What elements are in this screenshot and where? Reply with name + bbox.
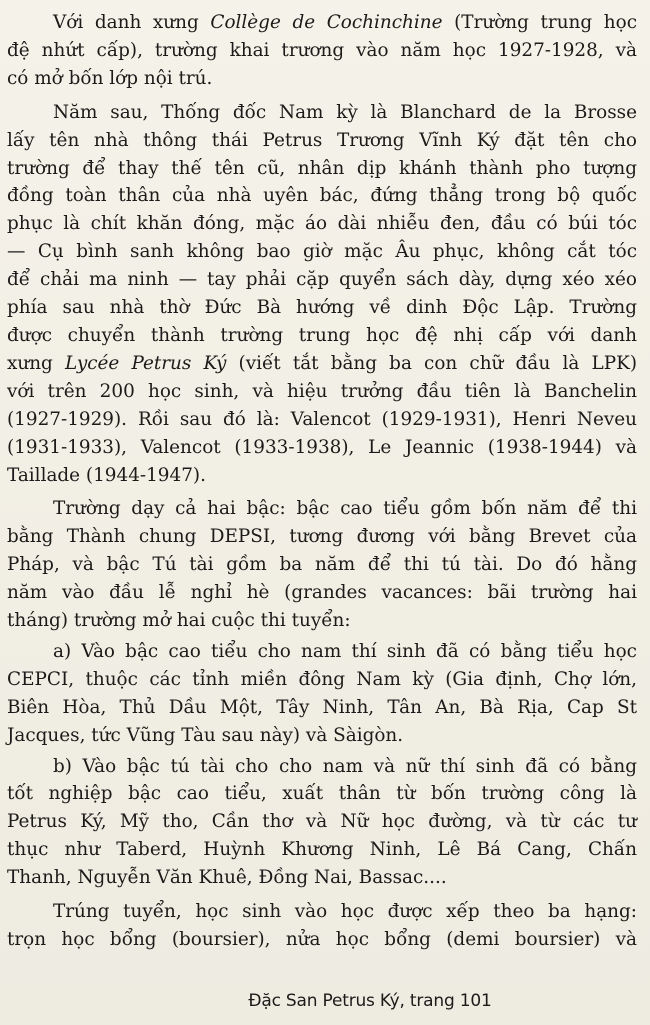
text-line	[7, 836, 637, 864]
text-line	[7, 607, 637, 635]
footer-text: Đặc San Petrus Ký, trang 101	[248, 991, 492, 1011]
text-run: phía sau nhà thờ Đức Bà hướng về dinh Độc Lập. Trường	[7, 297, 637, 319]
text-run: năm vào đầu lễ nghỉ hè (grandes vacances: bãi trường hai	[7, 582, 637, 604]
text-line	[7, 722, 637, 750]
text-run: phục là chít khăn đóng, mặc áo dài nhiễu đen, đầu có búi tóc	[7, 213, 637, 235]
text-run: tháng) trường mở hai cuộc thi tuyển:	[7, 610, 351, 632]
text-run: — Cụ bình sanh không bao giờ mặc Âu phục, không cắt tóc	[7, 241, 637, 263]
text-run: lấy tên nhà thông thái Petrus Trương Vĩnh Ký đặt tên cho	[7, 129, 637, 151]
italic-term: Collège de Cochinchine	[210, 12, 443, 33]
text-line	[7, 780, 637, 808]
text-run: bằng Thành chung DEPSI, tương đương với bằng Brevet của	[7, 526, 637, 548]
text-line	[7, 864, 637, 892]
text-run: b) Vào bậc tú tài cho cho nam và nữ thí sinh đã có bằng	[53, 755, 637, 777]
text-line	[7, 753, 637, 781]
text-run: Jacques, tức Vũng Tàu sau này) và Sàigòn.	[7, 724, 404, 746]
text-line	[7, 579, 637, 607]
text-run: Với danh xưng	[53, 12, 211, 33]
italic-term: Lycée Petrus Ký	[64, 352, 227, 374]
text-run: đệ nhứt cấp), trường khai trương vào năm học 1927-1928, và	[7, 39, 637, 61]
text-run: Taillade (1944-1947).	[7, 464, 206, 486]
text-line	[7, 294, 637, 322]
text-line	[7, 378, 637, 406]
text-line	[7, 926, 637, 954]
text-line	[7, 350, 637, 378]
text-line	[7, 37, 637, 65]
text-run: Năm sau, Thống đốc Nam kỳ là Blanchard de la Brosse	[53, 101, 637, 123]
text-run: (Trường trung học	[442, 12, 638, 33]
text-run: Pháp, và bậc Tú tài gồm ba năm để thi tú tài. Do đó hằng	[7, 554, 637, 576]
text-line	[7, 9, 637, 37]
text-line	[7, 238, 637, 266]
text-line	[7, 65, 637, 93]
text-run: (viết tắt bằng ba con chữ đầu là LPK)	[226, 352, 637, 374]
text-line	[7, 638, 637, 666]
text-run: được chuyển thành trường trung học đệ nhị cấp với danh	[7, 324, 637, 346]
text-run: (1931-1933), Valencot (1933-1938), Le Jeannic (1938-1944) và	[7, 436, 637, 458]
text-run: đồng toàn thân của nhà uyên bác, đứng thẳng trong bộ quốc	[7, 185, 637, 207]
text-run: có mở bốn lớp nội trú.	[7, 67, 213, 89]
text-run: (1927-1929). Rồi sau đó là: Valencot (1929-1931), Henri Neveu	[7, 408, 637, 430]
text-run: Petrus Ký, Mỹ tho, Cần thơ và Nữ học đường, và từ các tư	[7, 811, 637, 833]
text-run: tốt nghiệp bậc cao tiểu, xuất thân từ bốn trường công là	[7, 783, 637, 805]
text-run: Trúng tuyển, học sinh vào học được xếp theo ba hạng:	[53, 901, 637, 923]
paragraph-1	[7, 9, 637, 93]
article-body	[7, 9, 637, 954]
text-run: trọn học bổng (boursier), nửa học bổng (demi boursier) và	[7, 929, 637, 950]
text-line	[7, 898, 637, 926]
text-line	[7, 155, 637, 183]
text-line	[7, 99, 637, 127]
text-line	[7, 266, 637, 294]
text-line	[7, 406, 637, 434]
text-run: Trường dạy cả hai bậc: bậc cao tiểu gồm bốn năm để thi	[53, 498, 637, 520]
paragraph-5	[7, 753, 637, 893]
text-run: để chải ma ninh — tay phải cặp quyển sách dày, dựng xéo xéo	[7, 269, 637, 291]
text-run: với trên 200 học sinh, và hiệu trưởng đầu tiên là Banchelin	[7, 380, 637, 402]
text-line	[7, 127, 637, 155]
text-run: thục như Taberd, Huỳnh Khương Ninh, Lê Bá Cang, Chấn	[7, 839, 637, 861]
text-run: Thanh, Nguyễn Văn Khuê, Đồng Nai, Bassac....	[7, 867, 447, 889]
paragraph-6	[7, 898, 637, 954]
paragraph-3	[7, 495, 637, 635]
text-run: Biên Hòa, Thủ Dầu Một, Tây Ninh, Tân An, Bà Rịa, Cap St	[7, 696, 637, 718]
text-line	[7, 434, 637, 462]
text-line	[7, 666, 637, 694]
text-line	[7, 322, 637, 350]
text-line	[7, 523, 637, 551]
paragraph-2	[7, 99, 637, 490]
paragraph-4	[7, 638, 637, 750]
text-line	[7, 694, 637, 722]
text-run: xưng	[7, 352, 65, 374]
text-line	[7, 808, 637, 836]
text-line	[7, 182, 637, 210]
text-line	[7, 551, 637, 579]
text-run: CEPCI, thuộc các tỉnh miền đông Nam kỳ (Gia định, Chợ lớn,	[7, 668, 637, 690]
page-footer	[0, 991, 650, 1011]
text-line	[7, 495, 637, 523]
text-run: trường để thay thế tên cũ, nhân dịp khánh thành pho tượng	[7, 157, 637, 179]
text-line	[7, 462, 637, 490]
text-line	[7, 210, 637, 238]
text-run: a) Vào bậc cao tiểu cho nam thí sinh đã có bằng tiểu học	[53, 640, 637, 662]
